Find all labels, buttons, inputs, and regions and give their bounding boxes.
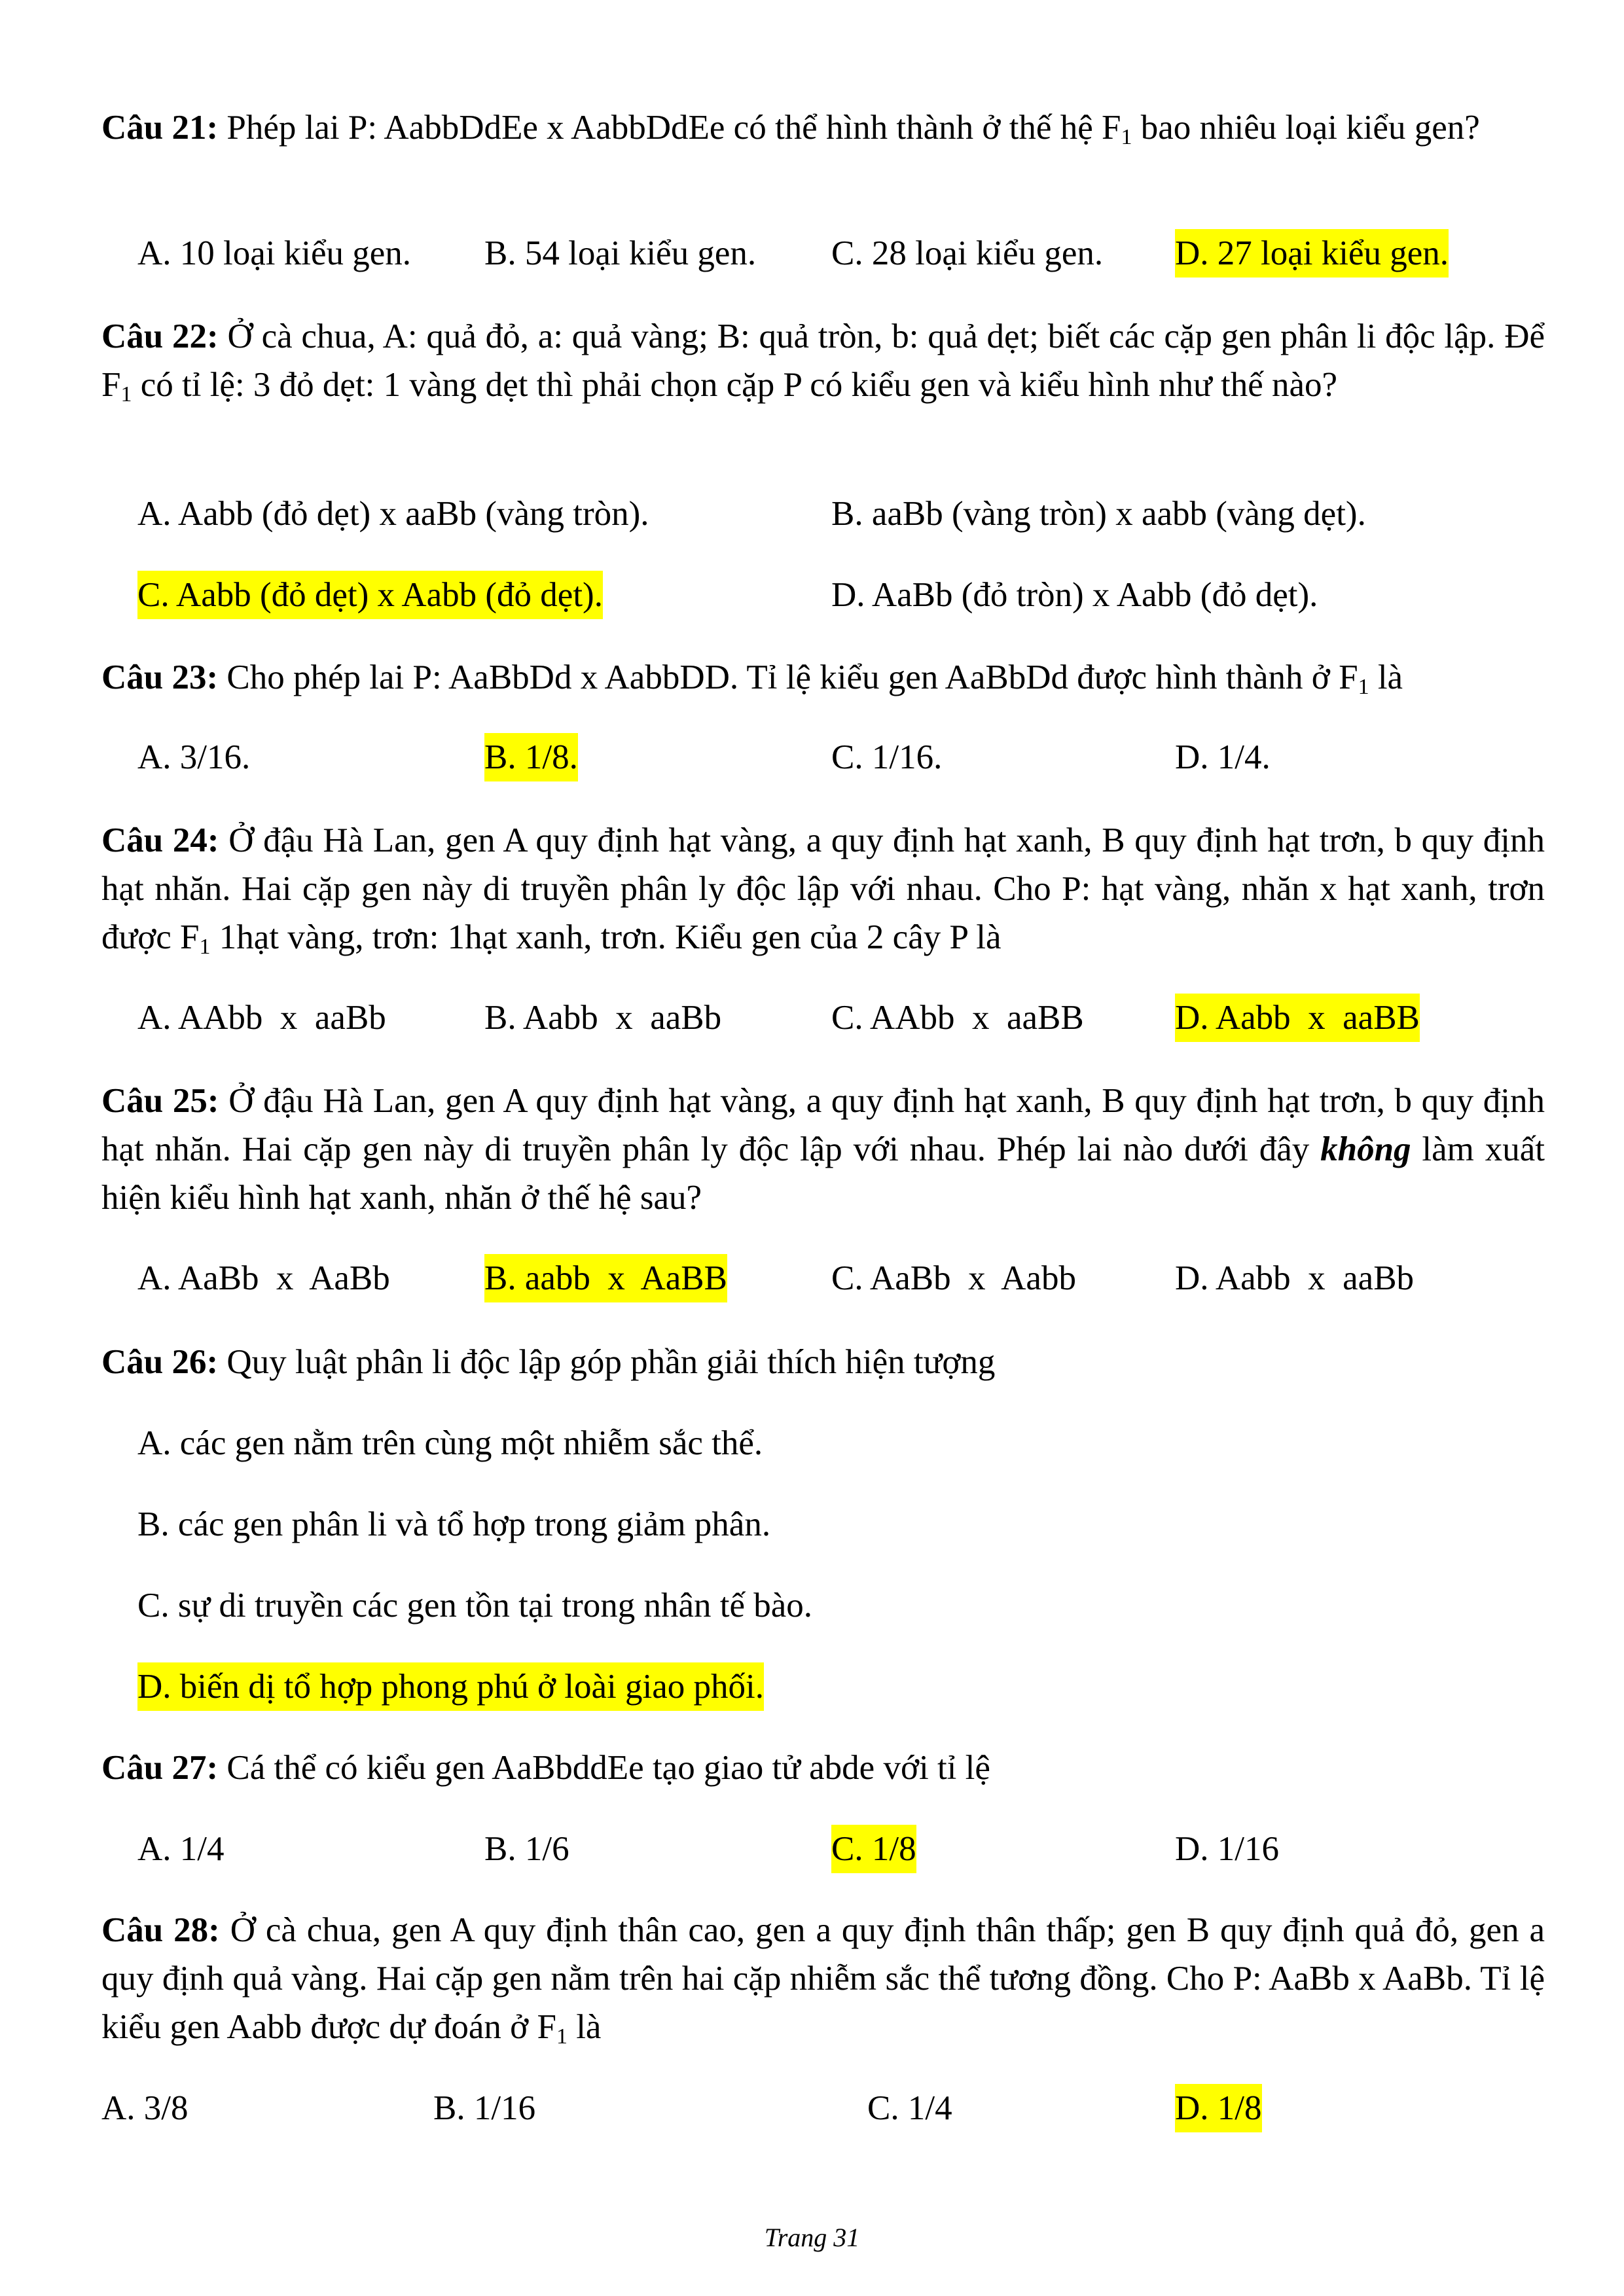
question-22 [101, 312, 1545, 409]
question-stem: Cá thể có kiểu gen AaBbddEe tạo giao tử abde với tỉ lệ [226, 1749, 990, 1787]
option-a: A. 10 loại kiểu gen. [137, 234, 412, 272]
options-26-d [0, 1662, 1624, 1711]
option-d-answer: D. Aabb x aaBB [1175, 994, 1420, 1042]
options-22-row1 [0, 490, 1624, 538]
option-d: D. 1/16 [1175, 1830, 1279, 1868]
options-24 [0, 994, 1624, 1042]
option-a: A. AaBb x AaBb [137, 1259, 390, 1297]
question-label: Câu 24: [101, 821, 219, 859]
question-21 [101, 103, 1545, 152]
question-stem: Cho phép lai P: AaBbDd x AabbDD. Tỉ lệ kiểu gen AaBbDd được hình thành ở $F_1$ là [226, 658, 1403, 699]
question-stem: Quy luật phân li độc lập góp phần giải thích hiện tượng [226, 1343, 996, 1381]
option-c-answer: C. Aabb (đỏ dẹt) x Aabb (đỏ dẹt). [137, 571, 603, 619]
option-c: C. sự di truyền các gen tồn tại trong nhân tế bào. [137, 1587, 813, 1624]
question-label: Câu 23: [101, 658, 219, 696]
question-27 [101, 1744, 1545, 1792]
option-c: C. 28 loại kiểu gen. [831, 234, 1104, 272]
options-26-a [0, 1419, 1624, 1467]
option-a: A. 1/4 [137, 1830, 225, 1868]
question-24 [101, 816, 1545, 961]
option-c: C. AaBb x Aabb [831, 1259, 1076, 1297]
option-a: A. 3/8 [101, 2089, 189, 2127]
question-stem: Phép lai P: AabbDdEe x AabbDdEe có thể hình thành ở thế hệ $F_1$ bao nhiêu loại kiểu gen? [226, 109, 1480, 149]
question-label: Câu 21: [101, 109, 219, 147]
option-b-answer: B. aabb x AaBB [484, 1254, 727, 1302]
option-d-answer: D. 1/8 [1175, 2084, 1262, 2132]
question-label: Câu 28: [101, 1911, 220, 1949]
question-label: Câu 27: [101, 1749, 219, 1787]
question-25 [101, 1077, 1545, 1222]
question-label: Câu 26: [101, 1343, 219, 1381]
option-c: C. AAbb x aaBB [831, 999, 1084, 1037]
option-b: B. các gen phân li và tổ hợp trong giảm phân. [137, 1505, 771, 1543]
option-c: C. 1/4 [867, 2089, 952, 2127]
question-label: Câu 22: [101, 317, 219, 355]
option-b: B. 1/6 [484, 1830, 569, 1868]
option-d-answer: D. 27 loại kiểu gen. [1175, 229, 1449, 278]
option-d: D. AaBb (đỏ tròn) x Aabb (đỏ dẹt). [831, 576, 1318, 614]
options-22-row2 [0, 571, 1624, 619]
emphasis-khong: không [1320, 1130, 1411, 1168]
option-a: A. 3/16. [137, 738, 251, 776]
options-25 [0, 1254, 1624, 1302]
option-d: D. Aabb x aaBb [1175, 1259, 1415, 1297]
question-stem: Ở cà chua, gen A quy định thân cao, gen a quy định thân thấp; gen B quy định quả đỏ, gen a quy định quả vàng. Hai cặp gen nằm trên hai cặp nhiễm sắc thể tương đồng. Cho P: AaBb x AaBb. Tỉ lệ kiểu gen Aabb được dự đoán ở $F_1$ là [101, 1911, 1545, 2049]
option-d: D. 1/4. [1175, 738, 1271, 776]
page-footer: Trang 31 [764, 2223, 860, 2252]
option-a: A. các gen nằm trên cùng một nhiễm sắc thể. [137, 1424, 763, 1462]
question-26 [101, 1338, 1545, 1386]
question-23 [101, 653, 1545, 702]
options-23 [0, 733, 1624, 781]
options-26-c [0, 1581, 1624, 1630]
option-b: B. 1/16 [433, 2089, 536, 2127]
options-26-b [0, 1500, 1624, 1549]
option-c: C. 1/16. [831, 738, 943, 776]
question-label: Câu 25: [101, 1082, 219, 1120]
option-b: B. aaBb (vàng tròn) x aabb (vàng dẹt). [831, 495, 1366, 533]
option-b-answer: B. 1/8. [484, 733, 578, 781]
option-a: A. AAbb x aaBb [137, 999, 386, 1037]
question-stem: Ở đậu Hà Lan, gen A quy định hạt vàng, a quy định hạt xanh, B quy định hạt trơn, b quy định hạt nhăn. Hai cặp gen này di truyền phân ly độc lập với nhau. Cho P: hạt vàng, nhăn x hạt xanh, trơn được $F_1$ 1hạt vàng, trơn: 1hạt xanh, trơn. Kiểu gen của 2 cây P là [101, 821, 1545, 959]
question-28 [101, 1906, 1545, 2051]
options-28 [0, 2084, 1624, 2132]
options-21 [0, 229, 1624, 278]
option-d-answer: D. biến dị tổ hợp phong phú ở loài giao phối. [137, 1662, 764, 1711]
options-27 [0, 1825, 1624, 1873]
option-b: B. 54 loại kiểu gen. [484, 234, 757, 272]
question-stem: Ở đậu Hà Lan, gen A quy định hạt vàng, a quy định hạt xanh, B quy định hạt trơn, b quy định hạt nhăn. Hai cặp gen này di truyền phân ly độc lập với nhau. Phép lai nào dưới đây không làm xuất hiện kiểu hình hạt xanh, nhăn ở thế hệ sau? [101, 1082, 1545, 1217]
option-a: A. Aabb (đỏ dẹt) x aaBb (vàng tròn). [137, 495, 649, 533]
option-c-answer: C. 1/8 [831, 1825, 916, 1873]
question-stem: Ở cà chua, A: quả đỏ, a: quả vàng; B: quả tròn, b: quả dẹt; biết các cặp gen phân li độc lập. Để $F_1$ có tỉ lệ: 3 đỏ dẹt: 1 vàng dẹt thì phải chọn cặp P có kiểu gen và kiểu hình như thế nào? [101, 317, 1545, 406]
option-b: B. Aabb x aaBb [484, 999, 722, 1037]
